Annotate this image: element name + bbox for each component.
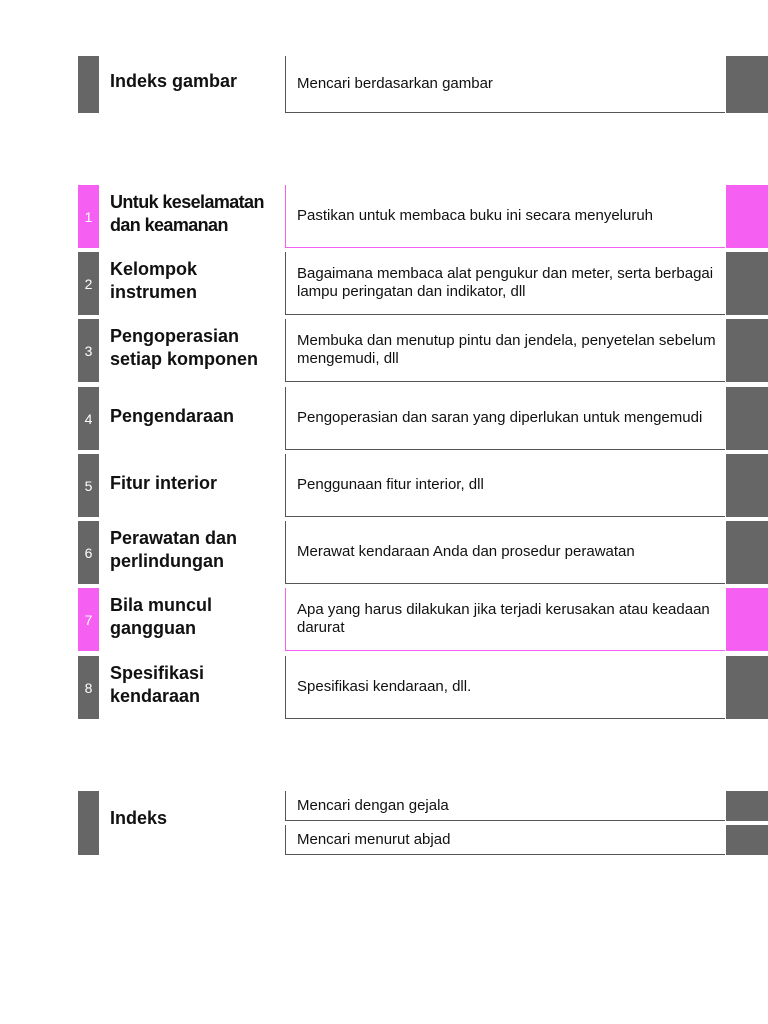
section-1-title[interactable]: Untuk keselamatan dan keamanan [110, 192, 264, 235]
section-4-title[interactable]: Pengendaraan [110, 405, 235, 426]
section-6-left-tab [78, 521, 99, 584]
section-4-right-tab[interactable] [726, 387, 768, 450]
picture-index-title[interactable]: Indeks gambar [110, 70, 238, 91]
section-row-8[interactable] [0, 656, 768, 719]
index-item-alphabetical-tab[interactable] [726, 825, 768, 855]
section-5-title[interactable]: Fitur interior [110, 472, 217, 493]
section-8-right-tab[interactable] [726, 656, 768, 719]
section-6-description[interactable]: Merawat kendaraan Anda dan prosedur perawatan [285, 521, 725, 584]
section-2-left-tab [78, 252, 99, 315]
section-7-title[interactable]: Bila muncul gangguan [110, 595, 213, 638]
section-row-7[interactable] [0, 588, 768, 651]
section-2-description[interactable]: Bagaimana membaca alat pengukur dan meter, serta berbagai lampu peringatan dan indikator, dll [285, 252, 725, 315]
index-block [0, 791, 768, 855]
section-row-4[interactable] [0, 387, 768, 450]
picture-index-description[interactable]: Mencari berdasarkan gambar [285, 56, 725, 113]
section-1-right-tab[interactable] [726, 185, 768, 248]
section-row-2[interactable] [0, 252, 768, 315]
section-3-number: 3 [84, 342, 93, 359]
section-5-left-tab [78, 454, 99, 517]
section-4-number: 4 [84, 410, 93, 427]
section-5-description[interactable]: Penggunaan fitur interior, dll [285, 454, 725, 517]
section-row-5[interactable] [0, 454, 768, 517]
section-6-number: 6 [84, 544, 93, 561]
section-4-left-tab [78, 387, 99, 450]
section-3-title[interactable]: Pengoperasian setiap komponen [110, 326, 259, 369]
index-left-tab [78, 791, 99, 855]
section-3-left-tab [78, 319, 99, 382]
section-1-description[interactable]: Pastikan untuk membaca buku ini secara menyeluruh [285, 185, 725, 248]
section-5-right-tab[interactable] [726, 454, 768, 517]
section-2-title[interactable]: Kelompok instrumen [110, 259, 198, 302]
index-item-symptoms-tab[interactable] [726, 791, 768, 821]
index-title[interactable]: Indeks [110, 807, 168, 828]
section-5-number: 5 [84, 477, 93, 494]
section-1-left-tab [78, 185, 99, 248]
index-item-alphabetical[interactable]: Mencari menurut abjad [285, 825, 725, 855]
section-7-left-tab [78, 588, 99, 651]
section-row-6[interactable] [0, 521, 768, 584]
section-2-right-tab[interactable] [726, 252, 768, 315]
section-7-description[interactable]: Apa yang harus dilakukan jika terjadi kerusakan atau keadaan darurat [285, 588, 725, 651]
picture-index-row[interactable] [0, 56, 768, 113]
section-8-title[interactable]: Spesifikasi kendaraan [110, 663, 205, 706]
section-8-description[interactable]: Spesifikasi kendaraan, dll. [285, 656, 725, 719]
section-row-1[interactable] [0, 185, 768, 248]
section-4-description[interactable]: Pengoperasian dan saran yang diperlukan untuk mengemudi [285, 387, 725, 450]
picture-index-left-tab [78, 56, 99, 113]
section-3-right-tab[interactable] [726, 319, 768, 382]
section-8-left-tab [78, 656, 99, 719]
section-2-number: 2 [84, 275, 93, 292]
section-6-title[interactable]: Perawatan dan perlindungan [110, 528, 238, 571]
picture-index-right-tab[interactable] [726, 56, 768, 113]
section-6-right-tab[interactable] [726, 521, 768, 584]
section-7-number: 7 [84, 611, 93, 628]
section-1-number: 1 [84, 208, 93, 225]
section-7-right-tab[interactable] [726, 588, 768, 651]
section-row-3[interactable] [0, 319, 768, 382]
section-8-number: 8 [84, 679, 93, 696]
section-3-description[interactable]: Membuka dan menutup pintu dan jendela, penyetelan sebelum mengemudi, dll [285, 319, 725, 382]
index-item-symptoms[interactable]: Mencari dengan gejala [285, 791, 725, 821]
